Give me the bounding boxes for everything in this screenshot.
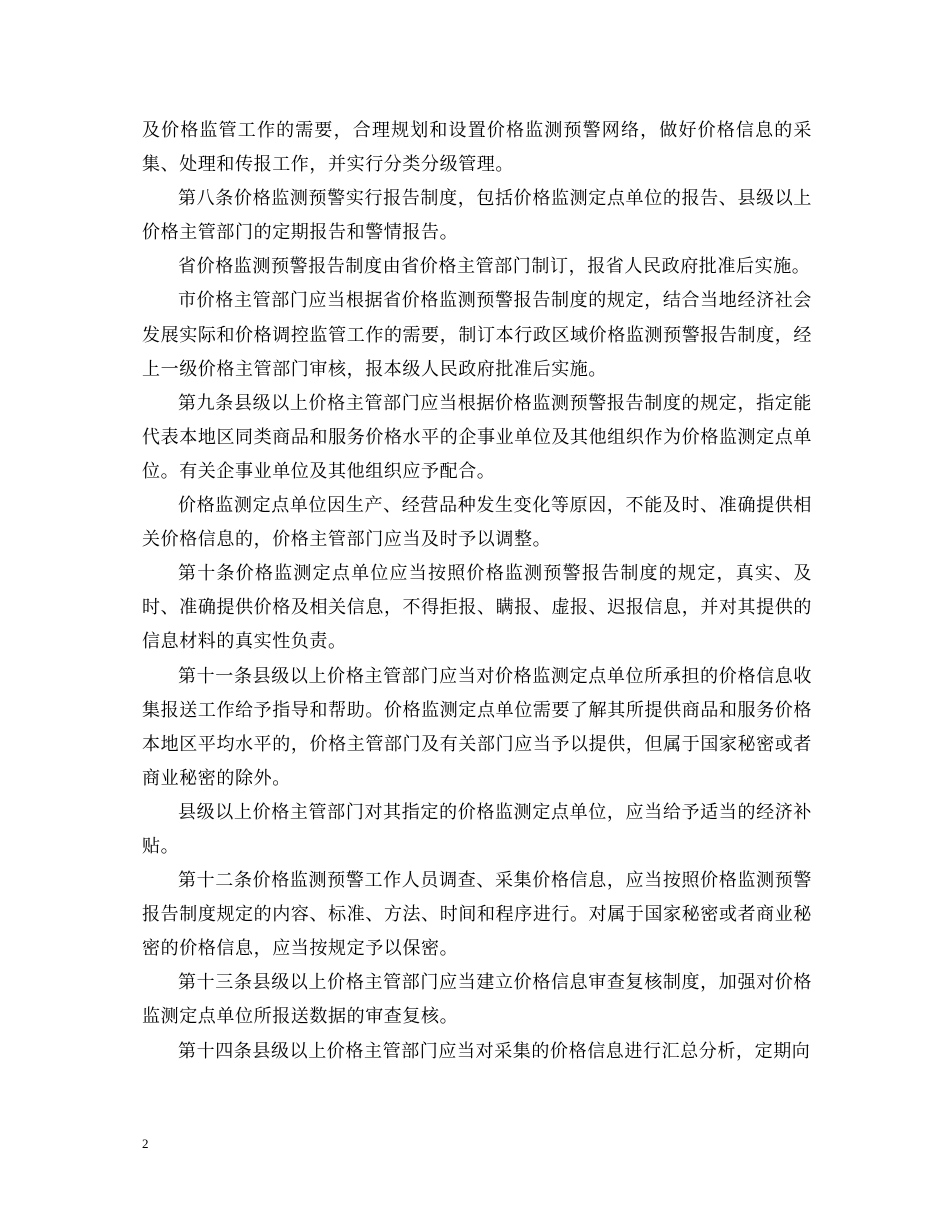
paragraph: 市价格主管部门应当根据省价格监测预警报告制度的规定，结合当地经济社会发展实际和价格调控监管工作的需要，制订本行政区域价格监测预警报告制度，经上一级价格主管部门审核，报本级人民政府批准后实施。 (142, 290, 812, 380)
paragraph: 第十条价格监测定点单位应当按照价格监测预警报告制度的规定，真实、及时、准确提供价格及相关信息，不得拒报、瞒报、虚报、迟报信息，并对其提供的信息材料的真实性负责。 (142, 563, 812, 653)
paragraph: 第八条价格监测预警实行报告制度，包括价格监测定点单位的报告、县级以上价格主管部门的定期报告和警情报告。 (142, 188, 812, 244)
paragraph: 第十三条县级以上价格主管部门应当建立价格信息审查复核制度，加强对价格监测定点单位所报送数据的审查复核。 (142, 972, 812, 1028)
document-body (142, 114, 812, 1069)
page-number: 2 (142, 1136, 149, 1151)
paragraph: 价格监测定点单位因生产、经营品种发生变化等原因，不能及时、准确提供相关价格信息的，价格主管部门应当及时予以调整。 (142, 495, 812, 551)
paragraph: 省价格监测预警报告制度由省价格主管部门制订，报省人民政府批准后实施。 (178, 256, 811, 278)
paragraph: 第十一条县级以上价格主管部门应当对价格监测定点单位所承担的价格信息收集报送工作给予指导和帮助。价格监测定点单位需要了解其所提供商品和服务价格本地区平均水平的，价格主管部门及有关部门应当予以提供，但属于国家秘密或者商业秘密的除外。 (142, 665, 812, 789)
paragraph: 第九条县级以上价格主管部门应当根据价格监测预警报告制度的规定，指定能代表本地区同类商品和服务价格水平的企事业单位及其他组织作为价格监测定点单位。有关企事业单位及其他组织应予配合。 (142, 392, 812, 482)
paragraph: 第十四条县级以上价格主管部门应当对采集的价格信息进行汇总分析，定期向 (178, 1040, 811, 1062)
paragraph: 及价格监管工作的需要，合理规划和设置价格监测预警网络，做好价格信息的采集、处理和传报工作，并实行分类分级管理。 (142, 120, 812, 176)
paragraph: 县级以上价格主管部门对其指定的价格监测定点单位，应当给予适当的经济补贴。 (142, 801, 812, 857)
paragraph: 第十二条价格监测预警工作人员调查、采集价格信息，应当按照价格监测预警报告制度规定的内容、标准、方法、时间和程序进行。对属于国家秘密或者商业秘密的价格信息，应当按规定予以保密。 (142, 870, 812, 960)
